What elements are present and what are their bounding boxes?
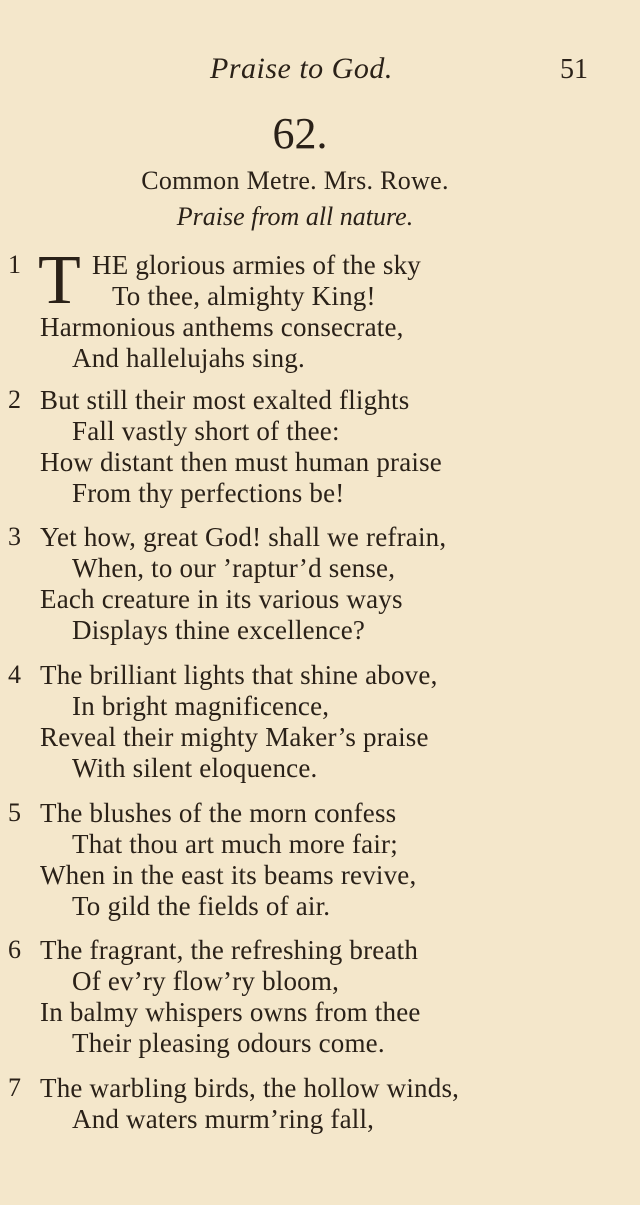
- running-head: [0, 52, 640, 92]
- verse-line: In balmy whispers owns from thee: [40, 997, 421, 1027]
- verse-number: 1: [8, 250, 21, 279]
- verse-line: HE glorious armies of the sky: [92, 250, 421, 280]
- verse-line: Fall vastly short of thee:: [72, 416, 340, 446]
- verse-number: 7: [8, 1073, 21, 1102]
- verse-line: That thou art much more fair;: [72, 829, 398, 859]
- drop-cap: T: [38, 242, 81, 319]
- verse-line: And waters murm’ring fall,: [72, 1104, 375, 1134]
- metre-author-line: Common Metre. Mrs. Rowe.: [141, 166, 449, 195]
- verse-line: From thy perfections be!: [72, 478, 345, 508]
- verse-line: The warbling birds, the hollow winds,: [40, 1073, 460, 1103]
- page-number: 51: [560, 54, 588, 85]
- verse-line: To gild the fields of air.: [72, 891, 331, 921]
- verse-line: When, to our ’raptur’d sense,: [72, 553, 396, 583]
- verse-number: 5: [8, 798, 21, 827]
- verse-number: 4: [8, 660, 21, 689]
- verse-line: The blushes of the morn confess: [40, 798, 397, 828]
- hymn-title: Praise from all nature.: [176, 202, 414, 231]
- verse-line: Of ev’ry flow’ry bloom,: [72, 966, 340, 996]
- verse-line: And hallelujahs sing.: [72, 343, 305, 373]
- verse-line: Reveal their mighty Maker’s praise: [40, 722, 429, 752]
- verse-number: 3: [8, 522, 21, 551]
- verse-line: The brilliant lights that shine above,: [40, 660, 438, 690]
- verse-line: The fragrant, the refreshing breath: [40, 935, 419, 965]
- verse-line: But still their most exalted flights: [40, 385, 410, 415]
- verse-line: In bright magnificence,: [72, 691, 330, 721]
- verse-line: Yet how, great God! shall we refrain,: [40, 522, 447, 552]
- verse-line: Harmonious anthems consecrate,: [40, 312, 404, 342]
- verse-line: How distant then must human praise: [40, 447, 442, 477]
- verse-line: When in the east its beams revive,: [40, 860, 417, 890]
- verse-line: Displays thine excellence?: [72, 615, 366, 645]
- verse-line: To thee, almighty King!: [112, 281, 376, 311]
- verse-line: Each creature in its various ways: [40, 584, 403, 614]
- verse-line: With silent eloquence.: [72, 753, 318, 783]
- verse-number: 2: [8, 385, 21, 414]
- running-title: Praise to God.: [210, 52, 393, 85]
- hymn-number: 62.: [272, 109, 328, 158]
- verse-line: Their pleasing odours come.: [72, 1028, 385, 1058]
- verse-number: 6: [8, 935, 21, 964]
